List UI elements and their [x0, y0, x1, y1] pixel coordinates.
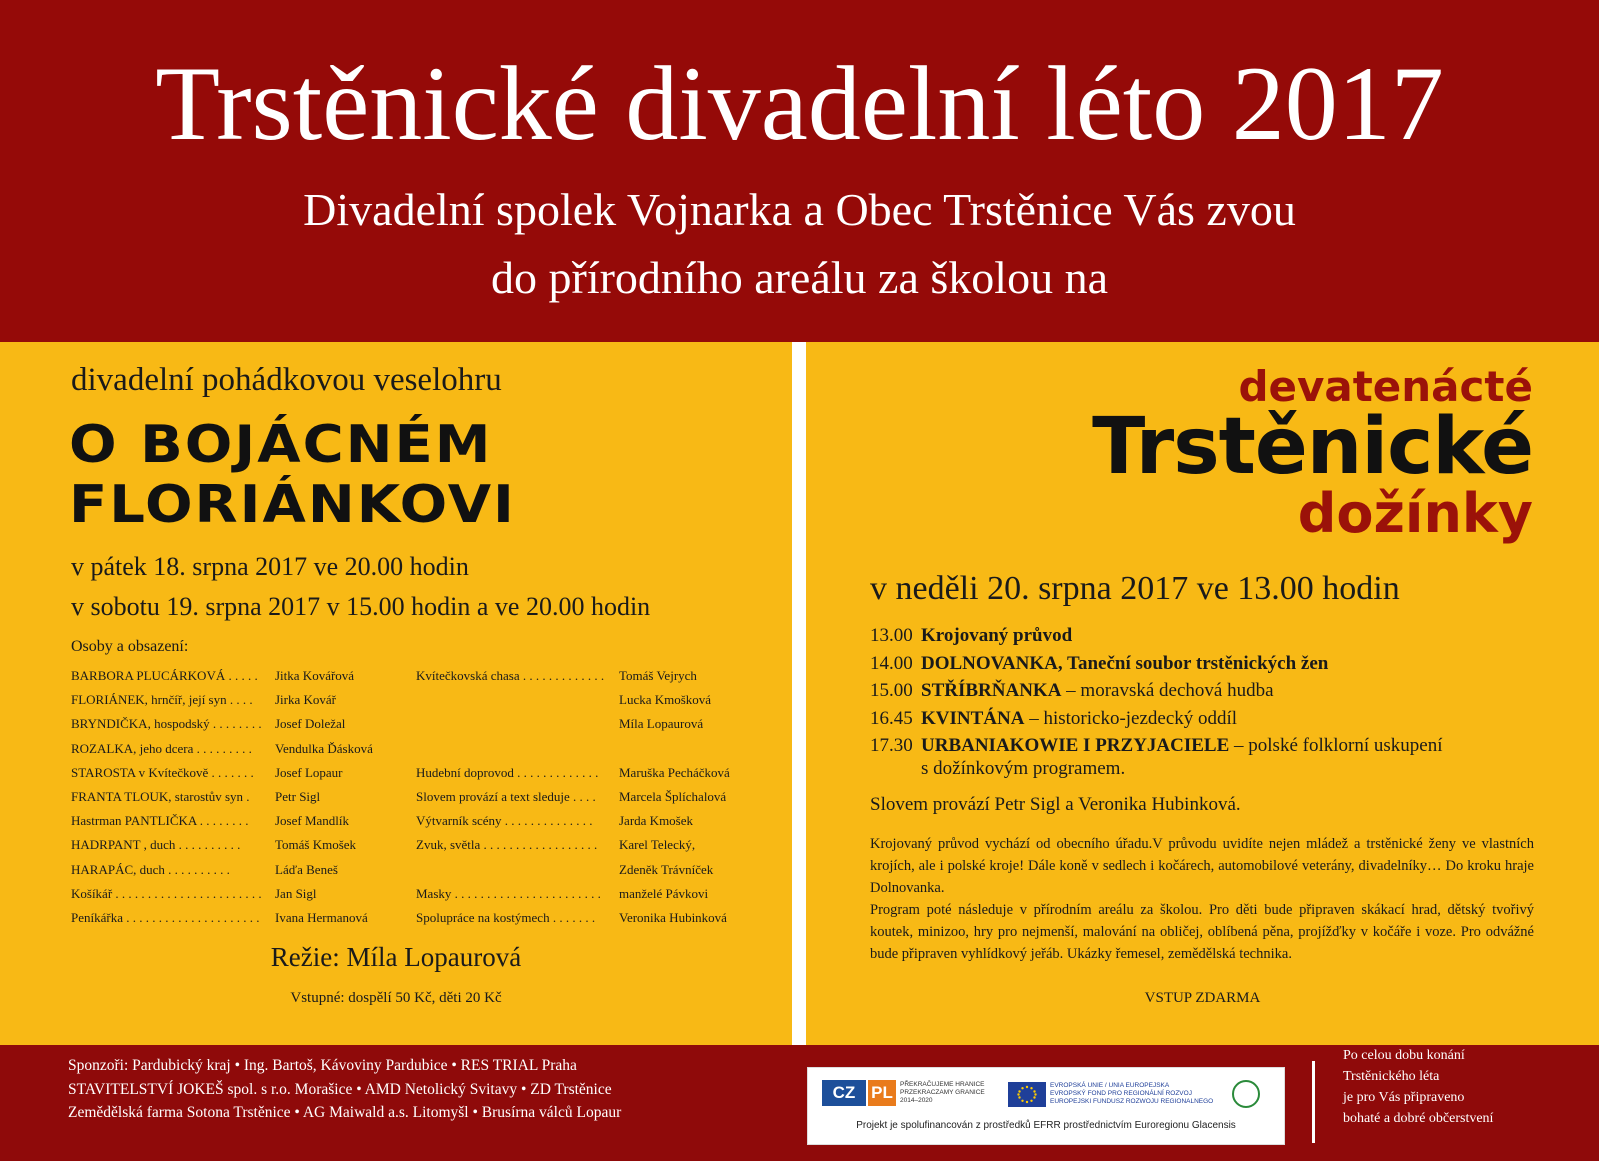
admission: Vstupné: dospělí 50 Kč, děti 20 Kč [290, 990, 502, 1006]
cast-row [71, 664, 759, 688]
crew-role: Hudební doprovod . . . . . . . . . . . . . [416, 764, 599, 780]
harvest-heading-2: Trstěnické [1092, 402, 1533, 492]
refresh-line-4: bohaté a dobré občerstvení [1343, 1111, 1494, 1126]
program-description [870, 833, 1534, 965]
schedule-act-name: KVINTÁNA [921, 707, 1025, 729]
crew-role: Kvítečkovská chasa . . . . . . . . . . . . . [416, 668, 605, 684]
header-subtitle-line-1: Divadelní spolek Vojnarka a Obec Trstěnice Vás zvou [303, 184, 1296, 235]
czpl-logo-cz: CZ [822, 1080, 866, 1106]
play-title-line-2: FLORIÁNKOVI [69, 475, 516, 536]
czpl-logo-pl: PL [868, 1080, 896, 1106]
cast-row [71, 809, 759, 833]
cast-row [71, 833, 759, 857]
sponsors-list [68, 1054, 621, 1125]
cast-role: ROZALKA, jeho dcera . . . . . . . . . [71, 740, 252, 756]
play-intro: divadelní pohádkovou veselohru [71, 362, 502, 398]
crew-member [619, 737, 759, 761]
schedule-act-desc: – moravská dechová hudba [1061, 680, 1274, 701]
cast-row [71, 785, 759, 809]
schedule-time: 13.00 [870, 625, 913, 646]
cast-role: Košíkář . . . . . . . . . . . . . . . . . . . . . . . [71, 885, 262, 901]
cast-heading: Osoby a obsazení: [71, 638, 189, 655]
cast-actor: Petr Sigl [275, 789, 321, 805]
cast-actor: Láďa Beneš [275, 861, 338, 877]
crew-role [416, 737, 619, 761]
harvest-date: v neděli 20. srpna 2017 ve 13.00 hodin [870, 570, 1400, 607]
crew-member: Zdeněk Trávníček [619, 861, 714, 877]
schedule-act-name: STŘÍBRŇANKA [921, 680, 1062, 701]
refresh-line-3: je pro Vás připraveno [1343, 1090, 1465, 1105]
eu-logo-text: EVROPSKÁ UNIE / UNIA EUROPEJSKA EVROPSKÝ FOND PRO REGIONÁLNÍ ROZVOJ EUROPEJSKI FUNDUSZ ROZWOJU REGIONALNEGO [1050, 1082, 1214, 1105]
cast-row [71, 712, 759, 736]
crew-role: Spolupráce na kostýmech . . . . . . . [416, 909, 596, 925]
schedule-act-desc: – polské folklorní uskupení [1229, 735, 1443, 756]
schedule-item [921, 622, 1442, 650]
cast-actor: Vendulka Ďásková [275, 740, 373, 756]
schedule-time: 17.30 [870, 735, 913, 756]
cast-actor: Jitka Kovářová [275, 668, 355, 684]
czpl-logo-text: PŘEKRAČUJEME HRANICE PRZEKRACZAMY GRANICE 2014–2020 [900, 1081, 985, 1104]
crew-member: Karel Telecký, [619, 837, 696, 853]
cast-role: Hastrman PANTLIČKA . . . . . . . . [71, 813, 249, 829]
cast-role: HARAPÁC, duch . . . . . . . . . . [71, 861, 230, 877]
cast-role: HADRPANT , duch . . . . . . . . . . [71, 837, 241, 853]
schedule-act-name: DOLNOVANKA, Taneční soubor trstěnických žen [921, 652, 1329, 674]
schedule-time: 14.00 [870, 652, 913, 674]
crew-member: Maruška Pecháčková [619, 764, 730, 780]
schedule-continuation: s dožínkovým programem. [921, 758, 1126, 779]
schedule-act-name: Krojovaný průvod [921, 625, 1073, 646]
refreshments-note [1343, 1045, 1493, 1129]
eu-funding-logo [807, 1067, 1285, 1145]
program-paragraph-2: Program poté následuje v přírodním areálu za školou. Pro děti bude připraven skákací hrad, dětský tvořivý koutek, minizoo, hry pro nejmenší, malování na obličej, oblíbená pěna, projížďky v kočáře i voze. Pro odvážné bude připraven vyhlídkový jeřáb. Ukázky řemesel, zemědělská technika. [870, 902, 1534, 962]
schedule-act-name: URBANIAKOWIE I PRZYJACIELE [921, 735, 1230, 756]
crew-role [416, 688, 619, 712]
cast-row [71, 858, 759, 882]
crew-role: Zvuk, světla . . . . . . . . . . . . . . . . . . [416, 837, 598, 853]
eu-flag-icon [1008, 1082, 1046, 1107]
header-band [0, 0, 1599, 342]
schedule-act-desc: – historicko-jezdecký oddíl [1024, 707, 1238, 729]
crew-member: Veronika Hubinková [619, 909, 727, 925]
sponsors-line-2: STAVITELSTVÍ JOKEŠ spol. s r.o. Morašice • AMD Netolický Svitavy • ZD Trstěnice [68, 1080, 612, 1098]
cast-actor: Jan Sigl [275, 885, 317, 901]
cast-role: FLORIÁNEK, hrnčíř, její syn . . . . [71, 692, 253, 708]
schedule-time: 15.00 [870, 680, 913, 701]
schedule-row [870, 677, 1442, 705]
director: Režie: Míla Lopaurová [270, 942, 522, 972]
cast-role: FRANTA TLOUK, starostův syn . [71, 789, 250, 805]
header-subtitle-line-2: do přírodního areálu za školou na [491, 252, 1108, 303]
cast-table [71, 664, 759, 930]
crew-member: Míla Lopaurová [619, 716, 704, 732]
cast-actor: Tomáš Kmošek [275, 837, 357, 853]
crew-member: Tomáš Vejrych [619, 668, 697, 684]
cast-actor: Josef Mandlík [275, 813, 350, 829]
play-title-line-1: O BOJÁCNÉM [69, 415, 493, 476]
crew-role [416, 858, 619, 882]
schedule-item [921, 677, 1442, 705]
play-date-2: v sobotu 19. srpna 2017 v 15.00 hodin a ve 20.00 hodin [71, 592, 651, 621]
schedule-row [870, 622, 1442, 650]
harvest-heading-3: dožínky [1297, 482, 1533, 545]
cast-row [71, 906, 759, 930]
cast-actor: Josef Lopaur [275, 764, 343, 780]
euroregion-glacensis-icon [1232, 1080, 1260, 1108]
schedule-row [870, 732, 1442, 760]
cast-row [71, 882, 759, 906]
cast-row [71, 737, 759, 761]
footer-separator [1312, 1061, 1315, 1143]
cast-actor: Jirka Kovář [275, 692, 337, 708]
play-date-1: v pátek 18. srpna 2017 ve 20.00 hodin [71, 552, 469, 581]
harvest-heading-1: devatenácté [1238, 362, 1533, 411]
crew-role: Výtvarník scény . . . . . . . . . . . . . . [416, 813, 593, 829]
cast-role: BARBORA PLUCÁRKOVÁ . . . . . [71, 668, 258, 684]
crew-member: Jarda Kmošek [619, 813, 694, 829]
crew-member: Lucka Kmošková [619, 692, 712, 708]
play-panel [0, 342, 792, 1045]
schedule-item [921, 650, 1442, 678]
harvest-panel [806, 342, 1599, 1045]
footer-band [0, 1045, 1599, 1161]
cast-actor: Ivana Hermanová [275, 909, 368, 925]
crew-role [416, 712, 619, 736]
schedule-item [921, 705, 1442, 733]
moderators: Slovem provází Petr Sigl a Veronika Hubinková. [870, 794, 1241, 815]
schedule-row [870, 650, 1442, 678]
cast-row [71, 761, 759, 785]
free-entry: VSTUP ZDARMA [1144, 990, 1261, 1006]
schedule-time: 16.45 [870, 707, 913, 729]
crew-member: Marcela Šplíchalová [619, 789, 727, 805]
cast-actor: Josef Doležal [275, 716, 346, 732]
schedule-table [870, 622, 1442, 760]
program-paragraph-1: Krojovaný průvod vychází od obecního úřadu.V průvodu uvidíte nejen mládež a trstěnické ženy ve vlastních krojích, ale i polské kroje! Dále koně v sedlech i kočárech, automobilové veterány, divadelníky… Do kroku hraje Dolnovanka. [870, 836, 1534, 896]
logo-caption: Projekt je spolufinancován z prostředků EFRR prostřednictvím Euroregionu Glacensis [856, 1120, 1236, 1131]
panel-divider [792, 342, 806, 1045]
refresh-line-2: Trstěnického léta [1343, 1069, 1440, 1084]
refresh-line-1: Po celou dobu konání [1343, 1048, 1465, 1063]
cast-role: BRYNDIČKA, hospodský . . . . . . . . [71, 716, 262, 732]
cast-row [71, 688, 759, 712]
cast-role: STAROSTA v Kvítečkově . . . . . . . [71, 764, 254, 780]
cast-role: Peníkářka . . . . . . . . . . . . . . . . . . . . . [71, 909, 260, 925]
poster-title: Trstěnické divadelní léto 2017 [155, 45, 1444, 162]
sponsors-line-1: Sponzoři: Pardubický kraj • Ing. Bartoš, Kávoviny Pardubice • RES TRIAL Praha [68, 1057, 577, 1074]
crew-role: Slovem provází a text sleduje . . . . [416, 789, 596, 805]
schedule-row [870, 705, 1442, 733]
schedule-item [921, 732, 1442, 760]
crew-role: Masky . . . . . . . . . . . . . . . . . . . . . . . [416, 885, 601, 901]
sponsors-line-3: Zemědělská farma Sotona Trstěnice • AG Maiwald a.s. Litomyšl • Brusírna válců Lopaur [68, 1104, 622, 1121]
crew-member: manželé Pávkovi [619, 885, 709, 901]
